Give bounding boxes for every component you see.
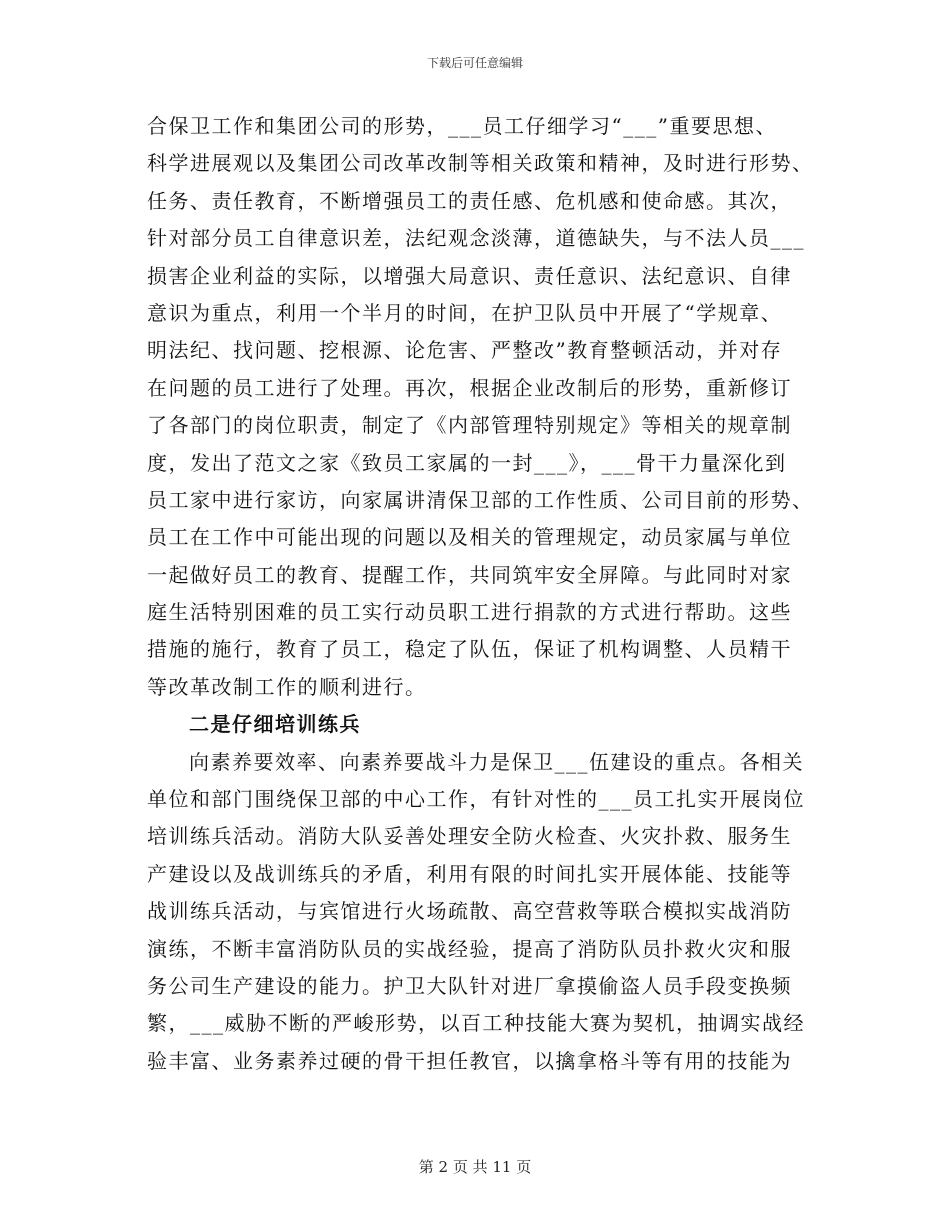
body-line: 意识为重点，利用一个半月的时间，在护卫队员中开展了“学规章、	[147, 300, 783, 325]
body-line: 演练，不断丰富消防队员的实战经验，提高了消防队员扑救火灾和服	[147, 936, 792, 961]
document-body	[147, 108, 814, 1080]
body-line: 措施的施行，教育了员工，稳定了队伍，保证了机构调整、人员精干	[147, 637, 792, 662]
body-line: 庭生活特别困难的员工实行动员职工进行捐款的方式进行帮助。这些	[147, 600, 792, 625]
body-line: 了各部门的岗位职责，制定了《内部管理特别规定》等相关的规章制	[147, 413, 792, 438]
body-line: 明法纪、找问题、挖根源、论危害、严整改”教育整顿活动，并对存	[147, 338, 783, 363]
body-line: 员工家中进行家访，向家属讲清保卫部的工作性质、公司目前的形势、	[147, 487, 814, 512]
body-line: 度，发出了范文之家《致员工家属的一封___》，___骨干力量深化到	[147, 450, 787, 475]
body-line: 务公司生产建设的能力。护卫大队针对进厂拿摸偷盗人员手段变换频	[147, 973, 792, 998]
body-line: 损害企业利益的实际，以增强大局意识、责任意识、法纪意识、自律	[147, 263, 792, 288]
body-line: 员工在工作中可能出现的问题以及相关的管理规定，动员家属与单位	[147, 525, 792, 550]
body-line: 合保卫工作和集团公司的形势，___员工仔细学习“___”重要思想、	[147, 114, 777, 138]
page-header-note: 下载后可任意编辑	[426, 56, 523, 70]
body-line: 培训练兵活动。消防大队妥善处理安全防火检查、火灾扑救、服务生	[147, 824, 792, 849]
body-line: 验丰富、业务素养过硬的骨干担任教官，以擒拿格斗等有用的技能为	[147, 1048, 792, 1073]
body-line: 等改革改制工作的顺利进行。	[147, 674, 427, 699]
body-line: 在问题的员工进行了处理。再次，根据企业改制后的形势，重新修订	[147, 375, 792, 400]
body-line: 一起做好员工的教育、提醒工作，共同筑牢安全屏障。与此同时对家	[147, 562, 792, 587]
body-line: 繁，___威胁不断的严峻形势，以百工种技能大赛为契机，抽调实战经	[147, 1011, 805, 1036]
page-number: 第 2 页 共 11 页	[418, 1158, 532, 1176]
body-line: 单位和部门围绕保卫部的中心工作，有针对性的___员工扎实开展岗位	[147, 787, 805, 812]
body-line: 向素养要效率、向素养要战斗力是保卫___伍建设的重点。各相关	[189, 749, 804, 774]
body-line: 产建设以及战训练兵的矛盾，利用有限的时间扎实开展体能、技能等	[147, 861, 792, 886]
body-line: 科学进展观以及集团公司改革改制等相关政策和精神，及时进行形势、	[147, 151, 814, 176]
body-line: 战训练兵活动，与宾馆进行火场疏散、高空营救等联合模拟实战消防	[147, 899, 792, 924]
body-line: 任务、责任教育，不断增强员工的责任感、危机感和使命感。其次，	[147, 188, 792, 213]
section-heading: 二是仔细培训练兵	[189, 712, 361, 737]
body-line: 针对部分员工自律意识差，法纪观念淡薄，道德缺失，与不法人员___	[147, 226, 805, 251]
